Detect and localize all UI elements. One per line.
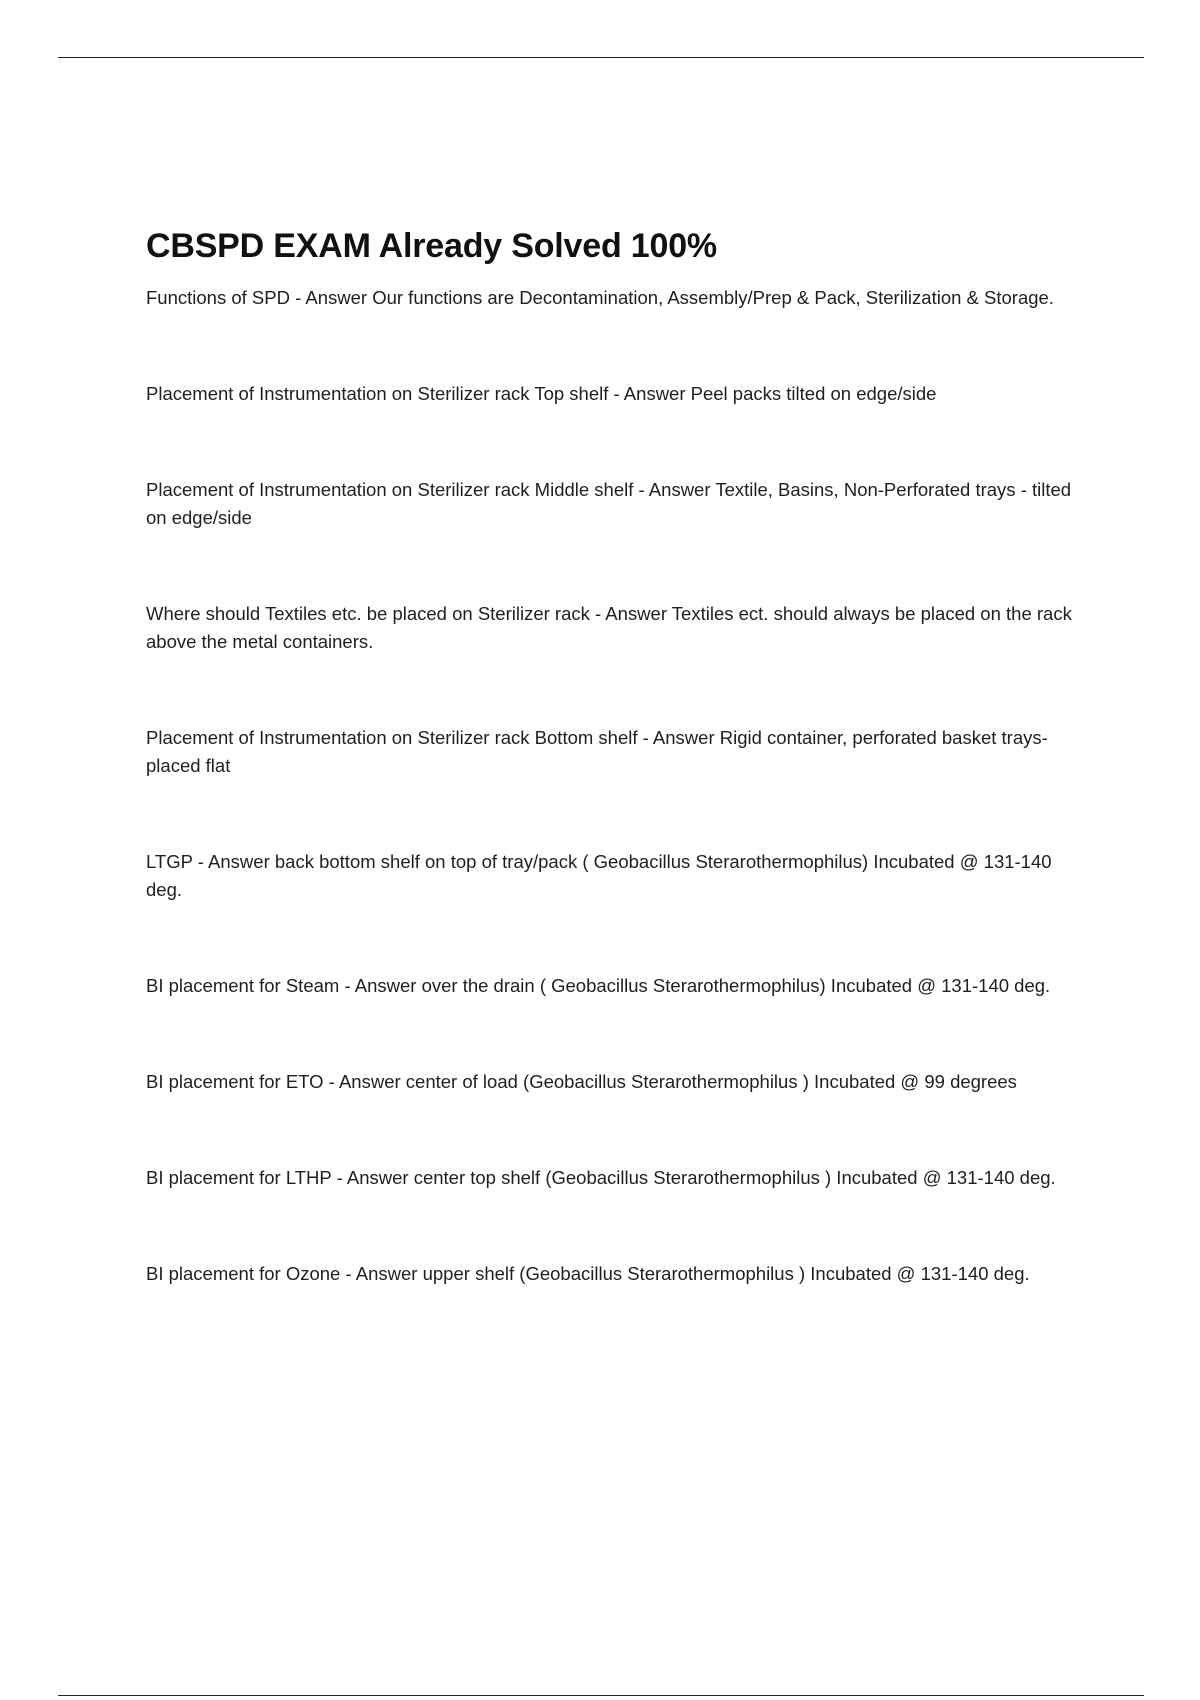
answer-text: Textiles ect. should always be placed on the rack above the metal containers. <box>146 603 1072 652</box>
question-text: Placement of Instrumentation on Sterilizer rack Middle shelf <box>146 479 634 500</box>
qa-item <box>146 1068 1090 1096</box>
question-text: BI placement for Ozone <box>146 1263 341 1284</box>
answer-text: upper shelf (Geobacillus Sterarothermophilus ) Incubated @ 131-140 deg. <box>422 1263 1030 1284</box>
answer-separator: - Answer <box>608 383 691 404</box>
document-title: CBSPD EXAM Already Solved 100% <box>146 227 717 265</box>
answer-text: center of load (Geobacillus Sterarothermophilus ) Incubated @ 99 degrees <box>405 1071 1017 1092</box>
question-text: Placement of Instrumentation on Sterilizer rack Bottom shelf <box>146 727 638 748</box>
question-text: Where should Textiles etc. be placed on Sterilizer rack <box>146 603 590 624</box>
question-text: LTGP <box>146 851 193 872</box>
answer-text: Textile, Basins, Non-Perforated trays - tilted on edge/side <box>146 479 1072 528</box>
header-divider <box>58 57 1144 58</box>
answer-separator: - Answer <box>339 975 422 996</box>
qa-item <box>146 1260 1090 1288</box>
qa-list <box>146 284 1090 1288</box>
question-text: BI placement for ETO <box>146 1071 324 1092</box>
footer-divider <box>58 1695 1144 1696</box>
qa-item <box>146 380 1090 408</box>
answer-separator: - Answer <box>331 1167 414 1188</box>
answer-separator: - Answer <box>192 851 275 872</box>
answer-text: Rigid container, perforated basket trays- placed flat <box>146 727 1048 776</box>
answer-text: over the drain ( Geobacillus Sterarothermophilus) Incubated @ 131-140 deg. <box>421 975 1051 996</box>
question-text: BI placement for LTHP <box>146 1167 332 1188</box>
answer-separator: - Answer <box>633 479 716 500</box>
answer-text: center top shelf (Geobacillus Sterarothermophilus ) Incubated @ 131-140 deg. <box>413 1167 1056 1188</box>
qa-item <box>146 284 1090 312</box>
qa-item <box>146 1164 1090 1192</box>
answer-separator: - Answer <box>589 603 672 624</box>
document-body <box>146 226 1090 1356</box>
answer-separator: - Answer <box>637 727 720 748</box>
qa-item <box>146 600 1090 656</box>
qa-item <box>146 724 1090 780</box>
answer-separator: - Answer <box>323 1071 406 1092</box>
question-text: Functions of SPD <box>146 287 290 308</box>
answer-text: Peel packs tilted on edge/side <box>690 383 937 404</box>
qa-item <box>146 848 1090 904</box>
qa-item <box>146 972 1090 1000</box>
answer-separator: - Answer <box>340 1263 423 1284</box>
answer-text: back bottom shelf on top of tray/pack ( Geobacillus Sterarothermophilus) Incubated @ 131-140 deg. <box>146 851 1052 900</box>
answer-separator: - Answer <box>289 287 373 308</box>
answer-text: Our functions are Decontamination, Assembly/Prep & Pack, Sterilization & Storage. <box>372 287 1054 308</box>
question-text: Placement of Instrumentation on Sterilizer rack Top shelf <box>146 383 609 404</box>
qa-item <box>146 476 1090 532</box>
question-text: BI placement for Steam <box>146 975 340 996</box>
